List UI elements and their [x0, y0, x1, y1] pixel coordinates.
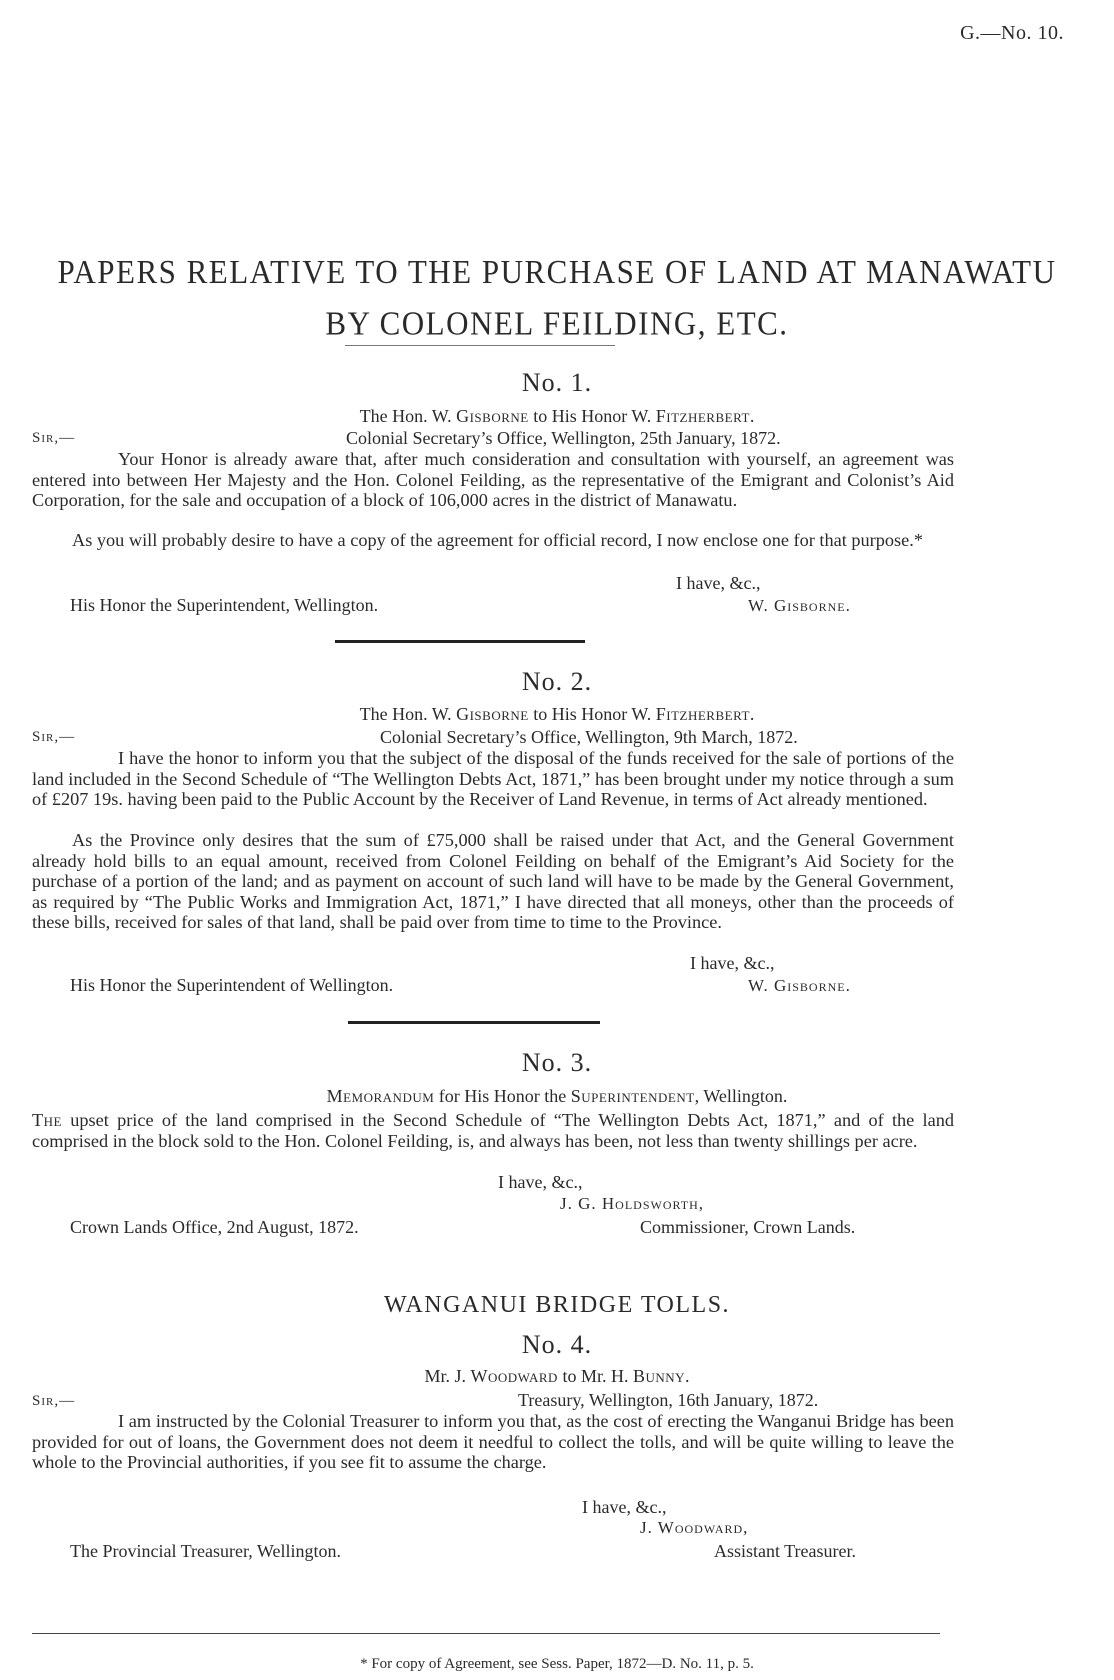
section-2-salutation: Sir,— — [32, 729, 76, 745]
section-4-signer: J. Woodward, — [640, 1518, 749, 1537]
section-4-addressee: The Provincial Treasurer, Wellington. — [70, 1541, 341, 1561]
section-2-signer: W. Gisborne. — [748, 976, 851, 995]
section-3-paragraph: The upset price of the land comprised in the Second Schedule of “The Wellington Debts Act, 1871,” and of the land comprised in the block sold to the Hon. Colonel Feilding, is, and always has been, not less than twenty shillings per acre. — [32, 1110, 954, 1151]
section-4-closing: I have, &c., — [582, 1497, 667, 1517]
title-line-1: PAPERS RELATIVE TO THE PURCHASE OF LAND AT MANAWATU — [57, 252, 1057, 291]
section-2-number: No. 2. — [521, 667, 593, 696]
section-4-heading: Mr. J. Woodward to Mr. H. Bunny. — [424, 1366, 690, 1386]
section-1-heading: The Hon. W. Gisborne to His Honor W. Fitzherbert. — [359, 406, 755, 426]
section-3-signer-title: Commissioner, Crown Lands. — [640, 1217, 856, 1237]
section-1-paragraph-2: As you will probably desire to have a copy of the agreement for official record, I now enclose one for that purpose.* — [72, 530, 923, 550]
section-4-signer-title: Assistant Treasurer. — [714, 1541, 857, 1561]
section-2-paragraph-2: As the Province only desires that the sum of £75,000 shall be raised under that Act, and the General Government already hold bills to an equal amount, received from Colonel Feilding on behalf of the Emigrant’s Aid Society for the purchase of a portion of the land; and as payment on account of such land will have to be made by the General Government, as required by “The Public Works and Immigration Act, 1871,” I have directed that all moneys, other than the proceeds of these bills, received for sales of that land, shall be paid over from time to time to the Province. — [32, 830, 954, 932]
footnote-rule — [32, 1633, 940, 1634]
title-divider — [345, 345, 615, 346]
section-divider — [348, 1021, 600, 1024]
section-3-number: No. 3. — [521, 1048, 593, 1077]
section-4-dateline: Treasury, Wellington, 16th January, 1872. — [518, 1390, 819, 1410]
section-1-paragraph-1: Your Honor is already aware that, after much consideration and consultation with yourself, an agreement was entered into between Her Majesty and the Hon. Colonel Feilding, as the representative of the Emigrant and Colonist’s Aid Corporation, for the sale and occupation of a block of 106,000 acres in the district of Manawatu. — [32, 449, 954, 510]
section-1-signer: W. Gisborne. — [748, 596, 851, 615]
section-3-signer: J. G. Holdsworth, — [560, 1194, 705, 1213]
section-2-dateline: Colonial Secretary’s Office, Wellington, 9th March, 1872. — [380, 727, 798, 747]
title-line-2: BY COLONEL FEILDING, ETC. — [325, 304, 789, 343]
section-4-paragraph: I am instructed by the Colonial Treasurer to inform you that, as the cost of erecting the Wanganui Bridge has been provided for out of loans, the Government does not deem it needful to collect the tolls, and will be quite willing to leave the whole to the Provincial authorities, if you see fit to assume the charge. — [32, 1411, 954, 1472]
section-1-number: No. 1. — [521, 368, 593, 397]
section-2-addressee: His Honor the Superintendent of Wellington. — [70, 975, 394, 995]
section-2-paragraph-1: I have the honor to inform you that the subject of the disposal of the funds received for the sale of portions of the land included in the Second Schedule of “The Wellington Debts Act, 1871,” has been brought under my notice through a sum of £207 19s. having been paid to the Public Account by the Receiver of Land Revenue, in terms of Act already mentioned. — [32, 748, 954, 809]
section-1-salutation: Sir,— — [32, 430, 76, 446]
page-title — [0, 246, 1114, 350]
subsection-title: WANGANUI BRIDGE TOLLS. — [383, 1292, 731, 1318]
section-3-heading: Memorandum for His Honor the Superintendent, Wellington. — [326, 1086, 788, 1106]
paper-reference: G.—No. 10. — [960, 22, 1064, 44]
section-1-dateline: Colonial Secretary’s Office, Wellington, 25th January, 1872. — [346, 428, 781, 448]
section-4-salutation: Sir,— — [32, 1393, 76, 1409]
section-2-closing: I have, &c., — [690, 953, 775, 973]
section-3-office: Crown Lands Office, 2nd August, 1872. — [70, 1217, 359, 1237]
section-4-number: No. 4. — [521, 1330, 593, 1359]
section-2-heading: The Hon. W. Gisborne to His Honor W. Fitzherbert. — [359, 704, 755, 724]
section-1-closing: I have, &c., — [676, 573, 761, 593]
section-3-closing: I have, &c., — [498, 1172, 583, 1192]
section-divider — [335, 640, 585, 643]
footnote: * For copy of Agreement, see Sess. Paper, 1872—D. No. 11, p. 5. — [360, 1656, 754, 1672]
section-1-addressee: His Honor the Superintendent, Wellington. — [70, 595, 379, 615]
